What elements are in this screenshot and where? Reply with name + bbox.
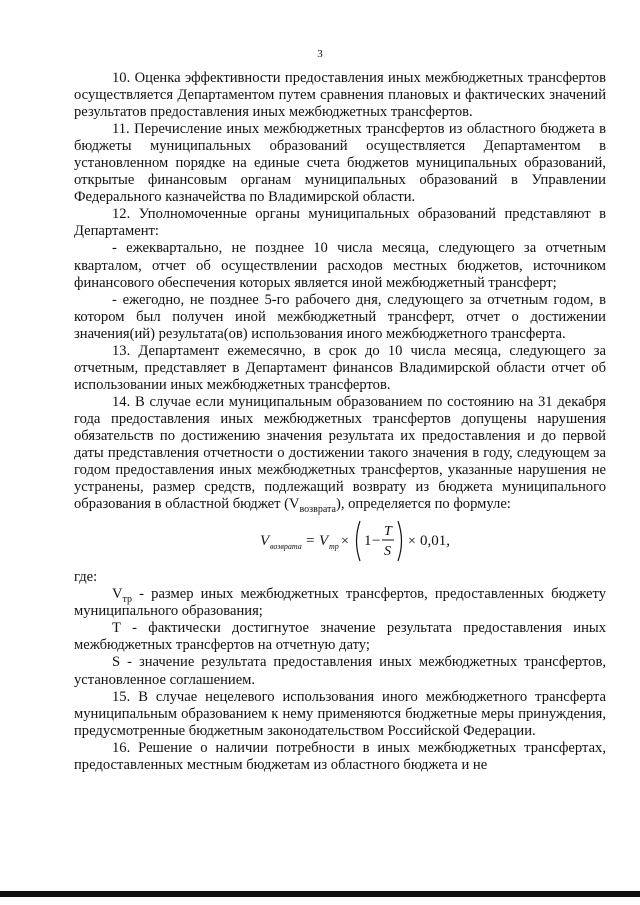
paragraph-14-end: ), определяется по формуле: — [335, 496, 511, 513]
formula-v: V — [319, 533, 329, 550]
formula-times-2: × — [408, 534, 416, 550]
paragraph-10: 10. Оценка эффективности предоставления иных межбюджетных трансфертов осуществляется Департаментом путем сравнения плановых и фактических значений результатов предоставления иных межбюджетных трансфертов. — [74, 70, 606, 121]
formula-right-paren — [398, 521, 402, 561]
formula-eq: = — [306, 533, 315, 550]
paragraph-14-subscript: возврата — [299, 504, 336, 516]
definition-vtr — [74, 586, 606, 620]
paragraph-12-annual: - ежегодно, не позднее 5-го рабочего дня, следующего за отчетным годом, в котором был получен иной межбюджетный трансферт, отчет о достижении значения(ий) результата(ов) использования иного межбюджетного трансферта. — [74, 291, 606, 342]
paragraph-13: 13. Департамент ежемесячно, в срок до 10 числа месяца, следующего за отчетным, представляет в Департамент финансов Владимирской области отчет об использовании иных межбюджетных трансфертов. — [74, 342, 606, 393]
formula-one: 1 — [364, 533, 372, 550]
formula-lhs-sub: возврата — [270, 542, 302, 552]
formula-minus: − — [372, 533, 381, 550]
formula-svg — [260, 515, 450, 567]
definition-s: S - значение результата предоставления иных межбюджетных трансфертов, установленное соглашением. — [74, 654, 606, 688]
definition-vtr-subscript: тр — [122, 594, 133, 606]
paragraph-14 — [74, 393, 606, 516]
formula-lhs: V — [260, 533, 270, 550]
paragraph-11: 11. Перечисление иных межбюджетных трансфертов из областного бюджета в бюджеты муниципальных образований осуществляется Департаментом в установленном порядке на единые счета бюджетов муниципальных образований, открытые финансовым органам муниципальных образований в Управлении Федерального казначейства по Владимирской области. — [74, 121, 606, 206]
formula-denominator: S — [384, 544, 391, 560]
formula-v-sub: тр — [329, 542, 339, 552]
definition-vtr-symbol: V — [112, 586, 123, 603]
formula-left-paren — [357, 521, 361, 561]
formula — [74, 515, 606, 567]
document-body — [74, 70, 606, 774]
page-number: 3 — [317, 48, 323, 60]
formula-numerator: T — [384, 524, 392, 540]
where-label: где: — [74, 569, 98, 586]
paragraph-12-quarterly: - ежеквартально, не позднее 10 числа месяца, следующего за отчетным кварталом, отчет об осуществлении расходов местных бюджетов, источником финансового обеспечения которых является иной межбюджетный трансферт; — [74, 240, 606, 291]
paragraph-16: 16. Решение о наличии потребности в иных межбюджетных трансфертах, предоставленных местным бюджетам из областного бюджета и не — [74, 739, 606, 773]
formula-times-1: × — [341, 534, 349, 550]
formula-factor: 0,01, — [420, 533, 450, 550]
paragraph-14-text: 14. В случае если муниципальным образованием по состоянию на 31 декабря года предоставления иных межбюджетных трансфертов допущены нарушения обязательств по достижению значения результата их предоставления и до первой даты представления отчетности о достижении такого значения в году, следующем за годом предоставления иных межбюджетных трансфертов, указанные нарушения не устранены, размер средств, подлежащий возврату из бюджета муниципального образования в областной бюджет (V — [74, 393, 606, 513]
paragraph-15: 15. В случае нецелевого использования иного межбюджетного трансферта муниципальным образованием к нему применяются бюджетные меры принуждения, предусмотренные бюджетным законодательством Российской Федерации. — [74, 688, 606, 739]
paragraph-12: 12. Уполномоченные органы муниципальных образований представляют в Департамент: — [74, 206, 606, 240]
definition-vtr-text: - размер иных межбюджетных трансфертов, предоставленных бюджету муниципального образования; — [74, 586, 606, 620]
bottom-scan-border — [0, 891, 640, 897]
definition-t: Т - фактически достигнутое значение результата предоставления иных межбюджетных трансфертов на отчетную дату; — [74, 620, 606, 654]
